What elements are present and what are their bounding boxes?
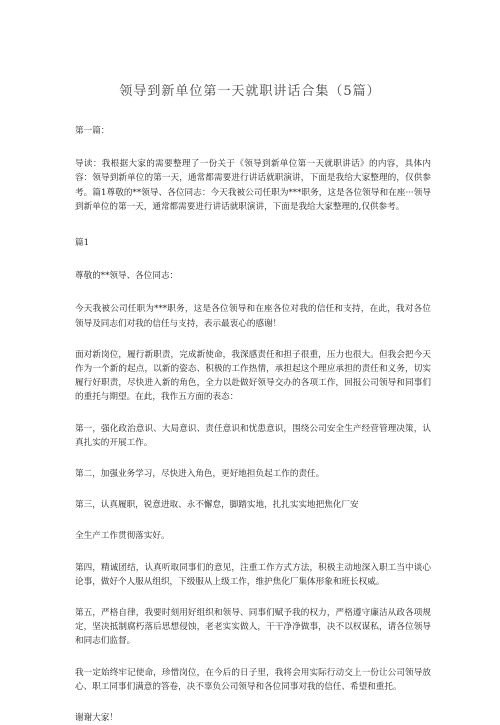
intro-paragraph: 导读：我根据大家的需要整理了一份关于《领导到新单位第一天就职讲话》的内容，具体内容：领导到新单位的第一天，通常都需要进行讲话就职演讲，下面是我给大家整理的，仅供参考。篇1尊敬的**领导、各位同志：今天我被公司任职为***职务，这是各位领导和在座···领导到新单位的第一天，通常都需要进行讲话就职演讲，下面是我给大家整理的,仅供参考。 <box>75 159 431 212</box>
body-paragraph: 我一定始终牢记使命，珍惜岗位，在今后的日子里，我将会用实际行动交上一份让公司领导放心、职工同事们满意的答卷，决不辜负公司领导和各位同事对我的信任、希望和重托。 <box>75 667 431 692</box>
body-paragraph: 第三，认真履职，锐意进取、永不懈怠，脚踏实地，扎扎实实地把焦化厂安 <box>75 500 359 511</box>
body-paragraph: 第一，强化政治意识、大局意识、责任意识和忧患意识，围绕公司安全生产经营管理决策，认真扎实的开展工作。 <box>75 423 431 448</box>
body-paragraph: 今天我被公司任职为***职务，这是各位领导和在座各位对我的信任和支持，在此，我对各位领导及同志们对我的信任与支持，表示最衷心的感谢！ <box>75 304 431 329</box>
document-title: 领导到新单位第一天就职讲话合集（5篇） <box>119 84 381 99</box>
body-paragraph: 第五，严格自律，我要时刻用好组织和领导、同事们赋予我的权力，严格遵守廉洁从政各项规定，坚决抵制腐朽落后思想侵蚀，老老实实做人，干干净净做事，决不以权谋私，请各位领导和同志们监督。 <box>75 608 431 647</box>
closing-line: 谢谢大家！ <box>75 713 118 724</box>
article-label: 篇1 <box>75 238 90 249</box>
body-paragraph: 面对新岗位，履行新职责，完成新使命，我深感责任和担子很重，压力也很大。但我会把今天作为一个新的起点，以新的姿态、积极的工作热情，承担起这个理应承担的责任和义务，切实履行好职责，尽快进入新的角色，全力以赴做好领导交办的各项工作，回报公司领导和同事们的重托与期望。在此，我作五方面的表态： <box>75 349 431 403</box>
salutation: 尊敬的**领导、各位同志： <box>75 271 179 282</box>
body-paragraph: 第二，加强业务学习，尽快进入角色，更好地担负起工作的责任。 <box>75 469 325 480</box>
body-paragraph: 第四，精诚团结，认真听取同事们的意见，注重工作方式方法，积极主动地深入职工当中谈心论事，做好个人服从组织，下级服从上级工作，维护焦化厂集体形象和班长权威。 <box>75 562 431 587</box>
body-paragraph: 全生产工作贯彻落实好。 <box>75 531 170 542</box>
document-body <box>75 124 431 725</box>
section-heading: 第一篇： <box>75 126 110 136</box>
